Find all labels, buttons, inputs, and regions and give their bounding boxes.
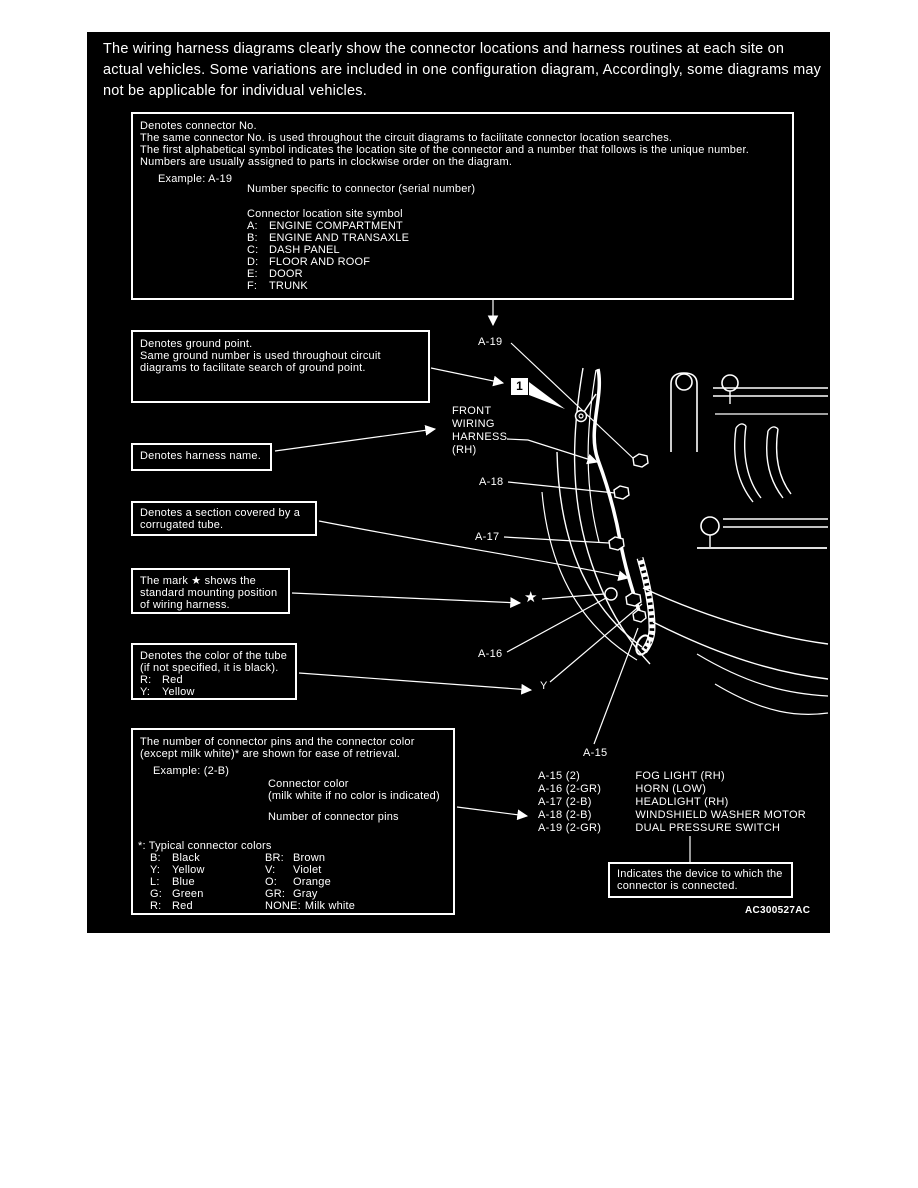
color-code: Y: [140,686,151,698]
callout-a15: A-15 [583,747,608,759]
device-indication-box [608,862,793,898]
connector-a19 [633,454,648,467]
site-symbol-row [247,244,340,256]
connector-device: DUAL PRESSURE SWITCH [635,822,781,834]
note-line: The first alphabetical symbol indicates the location site of the connector and a number that follows is the unique number. [140,144,749,156]
example-2b-label: Example: (2-B) [153,765,230,777]
connector-a18 [614,486,629,499]
tube-color-arrow [299,673,531,690]
connector-device: HORN (LOW) [635,783,707,795]
color-name: Red [162,674,183,686]
site-name: ENGINE AND TRANSAXLE [269,232,410,244]
connector-device: WINDSHIELD WASHER MOTOR [635,809,807,821]
connector-device: FOG LIGHT (RH) [635,770,725,782]
note-line: diagrams to facilitate search of ground point. [140,362,366,374]
vehicle-illustration [542,368,828,714]
site-symbol-title: Connector location site symbol [247,208,403,220]
corrugated-tube-note-box [131,501,317,536]
connector-list-row [538,783,706,795]
connector-no-note-box [131,112,794,300]
color-code: R: [140,674,152,686]
intro-line: actual vehicles. Some variations are included in one configuration diagram, Accordingly, some diagrams may [103,62,822,78]
note-line: The number of connector pins and the connector color [140,736,415,748]
note-line: Denotes a section covered by a [140,507,301,519]
connector-code: A-16 (2-GR) [538,783,602,795]
site-code: B: [247,232,258,244]
site-code: E: [247,268,258,280]
note-line: of wiring harness. [140,599,230,611]
harness-name-note-box [131,443,272,471]
serial-number-note: Number specific to connector (serial number) [247,183,476,195]
note-line: Same ground number is used throughout circuit [140,350,381,362]
a19-leader [511,343,635,460]
note-line: Denotes the color of the tube [140,650,288,662]
site-code: A: [247,220,258,232]
note-line: The mark ★ shows the [140,575,256,587]
figure-code: AC300527AC [745,905,811,916]
typical-color-row: G: Green GR: Gray [150,888,318,900]
site-symbol-row [247,280,308,292]
connector-device: HEADLIGHT (RH) [635,796,729,808]
ground-arrow [431,368,503,383]
connector-code: A-18 (2-B) [538,809,592,821]
a18-leader [508,482,615,493]
callout-a16: A-16 [478,648,503,660]
tube-color-row [140,686,195,698]
pins-arrow [457,807,527,816]
connector-list-row [538,809,806,821]
site-name: ENGINE COMPARTMENT [269,220,403,232]
connector-code: A-19 (2-GR) [538,822,602,834]
intro-line: not be applicable for individual vehicles. [103,83,367,99]
y-leader [550,604,642,682]
mounting-star-mark: ★ [524,589,538,606]
connector-code: A-17 (2-B) [538,796,592,808]
site-name: TRUNK [269,280,308,292]
site-name: DOOR [269,268,303,280]
note-line: (if not specified, it is black). [140,662,279,674]
intro-line: The wiring harness diagrams clearly show the connector locations and harness routines at each site on [103,41,785,57]
connector-list-row [538,770,725,782]
note-line: Denotes harness name. [140,450,261,462]
tube-color-y-label: Y [540,680,548,692]
harness-name-arrow [275,429,435,451]
note-line: corrugated tube. [140,519,224,531]
typical-color-row: B: Black BR: Brown [150,852,326,864]
site-symbol-row [247,256,370,268]
tube-color-note-box [131,643,297,700]
note-line: Indicates the device to which the [617,868,783,880]
tube-end-loop [634,633,653,656]
callout-a17: A-17 [475,531,500,543]
note-line: Denotes ground point. [140,338,253,350]
a16-leader [507,598,606,652]
example-a19-label: Example: A-19 [158,173,233,185]
site-symbol-row [247,232,409,244]
connector-a15 [633,610,646,622]
callout-a18: A-18 [479,476,504,488]
site-symbol-row [247,220,403,232]
connector-a16 [626,593,641,606]
connector-code: A-15 (2) [538,770,581,782]
typical-colors-title: *: Typical connector colors [138,840,272,852]
connector-color-note2: (milk white if no color is indicated) [268,790,440,802]
site-name: DASH PANEL [269,244,340,256]
a17-leader [504,537,609,543]
note-line: The same connector No. is used throughout the circuit diagrams to facilitate connector location searches. [140,132,673,144]
connector-color-note: Connector color [268,778,349,790]
connector-ring [605,588,617,600]
typical-color-row: L: Blue O: Orange [150,876,331,888]
callout-a19: A-19 [478,336,503,348]
note-line: (except milk white)* are shown for ease of retrieval. [140,748,401,760]
site-code: F: [247,280,258,292]
harness-leader [507,439,597,462]
site-symbol-row [247,268,303,280]
connector-list-row [538,796,729,808]
mounting-mark-note-box [131,568,290,614]
note-line: Denotes connector No. [140,120,257,132]
color-name: Yellow [162,686,195,698]
typical-color-row: Y: Yellow V: Violet [150,864,322,876]
ground-point-note-box [131,330,430,403]
mark-arrow [292,593,520,603]
ground-wedge [529,382,565,409]
pins-count-note: Number of connector pins [268,811,399,823]
site-code: D: [247,256,259,268]
note-line: Numbers are usually assigned to parts in clockwise order on the diagram. [140,156,513,168]
ground-number-badge: 1 [511,378,528,395]
note-line: standard mounting position [140,587,278,599]
connector-list-row [538,822,780,834]
note-line: connector is connected. [617,880,738,892]
typical-color-row: R: Red NONE: Milk white [150,900,356,912]
harness-name-label: FRONT WIRING HARNESS (RH) [452,405,508,456]
site-code: C: [247,244,259,256]
diagram-panel [87,32,830,933]
tube-color-row [140,674,183,686]
site-name: FLOOR AND ROOF [269,256,371,268]
intro-paragraph [103,39,821,102]
connector-a17 [609,537,624,550]
